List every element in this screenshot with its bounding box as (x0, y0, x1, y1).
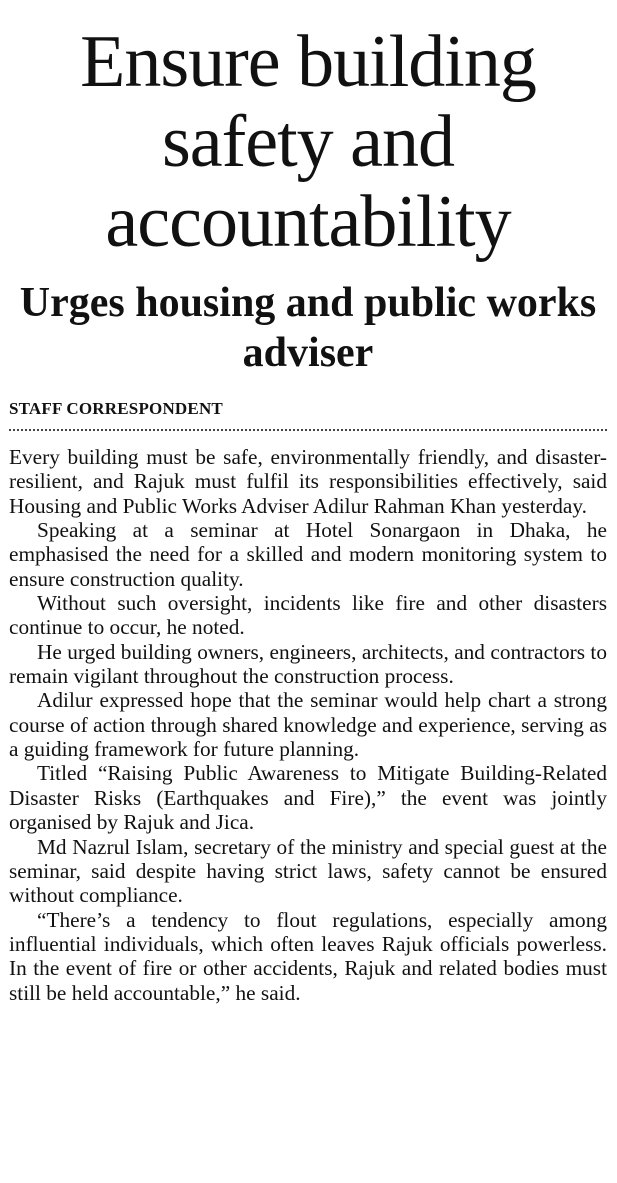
headline: Ensure building safety and accountability (80, 21, 536, 263)
paragraph: He urged building owners, engineers, architects, and contractors to remain vigilant throughout the construction process. (9, 639, 607, 689)
news-article (9, 0, 607, 1005)
paragraph: Speaking at a seminar at Hotel Sonargaon in Dhaka, he emphasised the need for a skilled and modern monitoring system to ensure construction quality. (9, 518, 607, 591)
paragraph: Adilur expressed hope that the seminar would help chart a strong course of action through shared knowledge and experience, serving as a guiding framework for future planning. (9, 688, 607, 762)
paragraph: Md Nazrul Islam, secretary of the ministry and special guest at the seminar, said despite having strict laws, safety cannot be ensured without compliance. (9, 834, 607, 908)
byline-divider (9, 429, 607, 431)
paragraph: “There’s a tendency to flout regulations, especially among influential individuals, which often leaves Rajuk officials powerless. In the event of fire or other accidents, Rajuk and related bodies must still be held accountable,” he said. (9, 907, 607, 1005)
paragraph: Titled “Raising Public Awareness to Mitigate Building-Related Disaster Risks (Earthquakes and Fire),” the event was jointly organised by Rajuk and Jica. (9, 761, 607, 835)
byline: STAFF CORRESPONDENT (9, 399, 223, 418)
subheadline: Urges housing and public works adviser (19, 280, 597, 376)
paragraph: Every building must be safe, environmentally friendly, and disaster-resilient, and Rajuk must fulfil its responsibilities effectively, said Housing and Public Works Adviser Adilur Rahman Khan yesterday. (9, 445, 607, 518)
paragraph: Without such oversight, incidents like fire and other disasters continue to occur, he noted. (9, 591, 607, 640)
article-body (9, 445, 607, 1005)
